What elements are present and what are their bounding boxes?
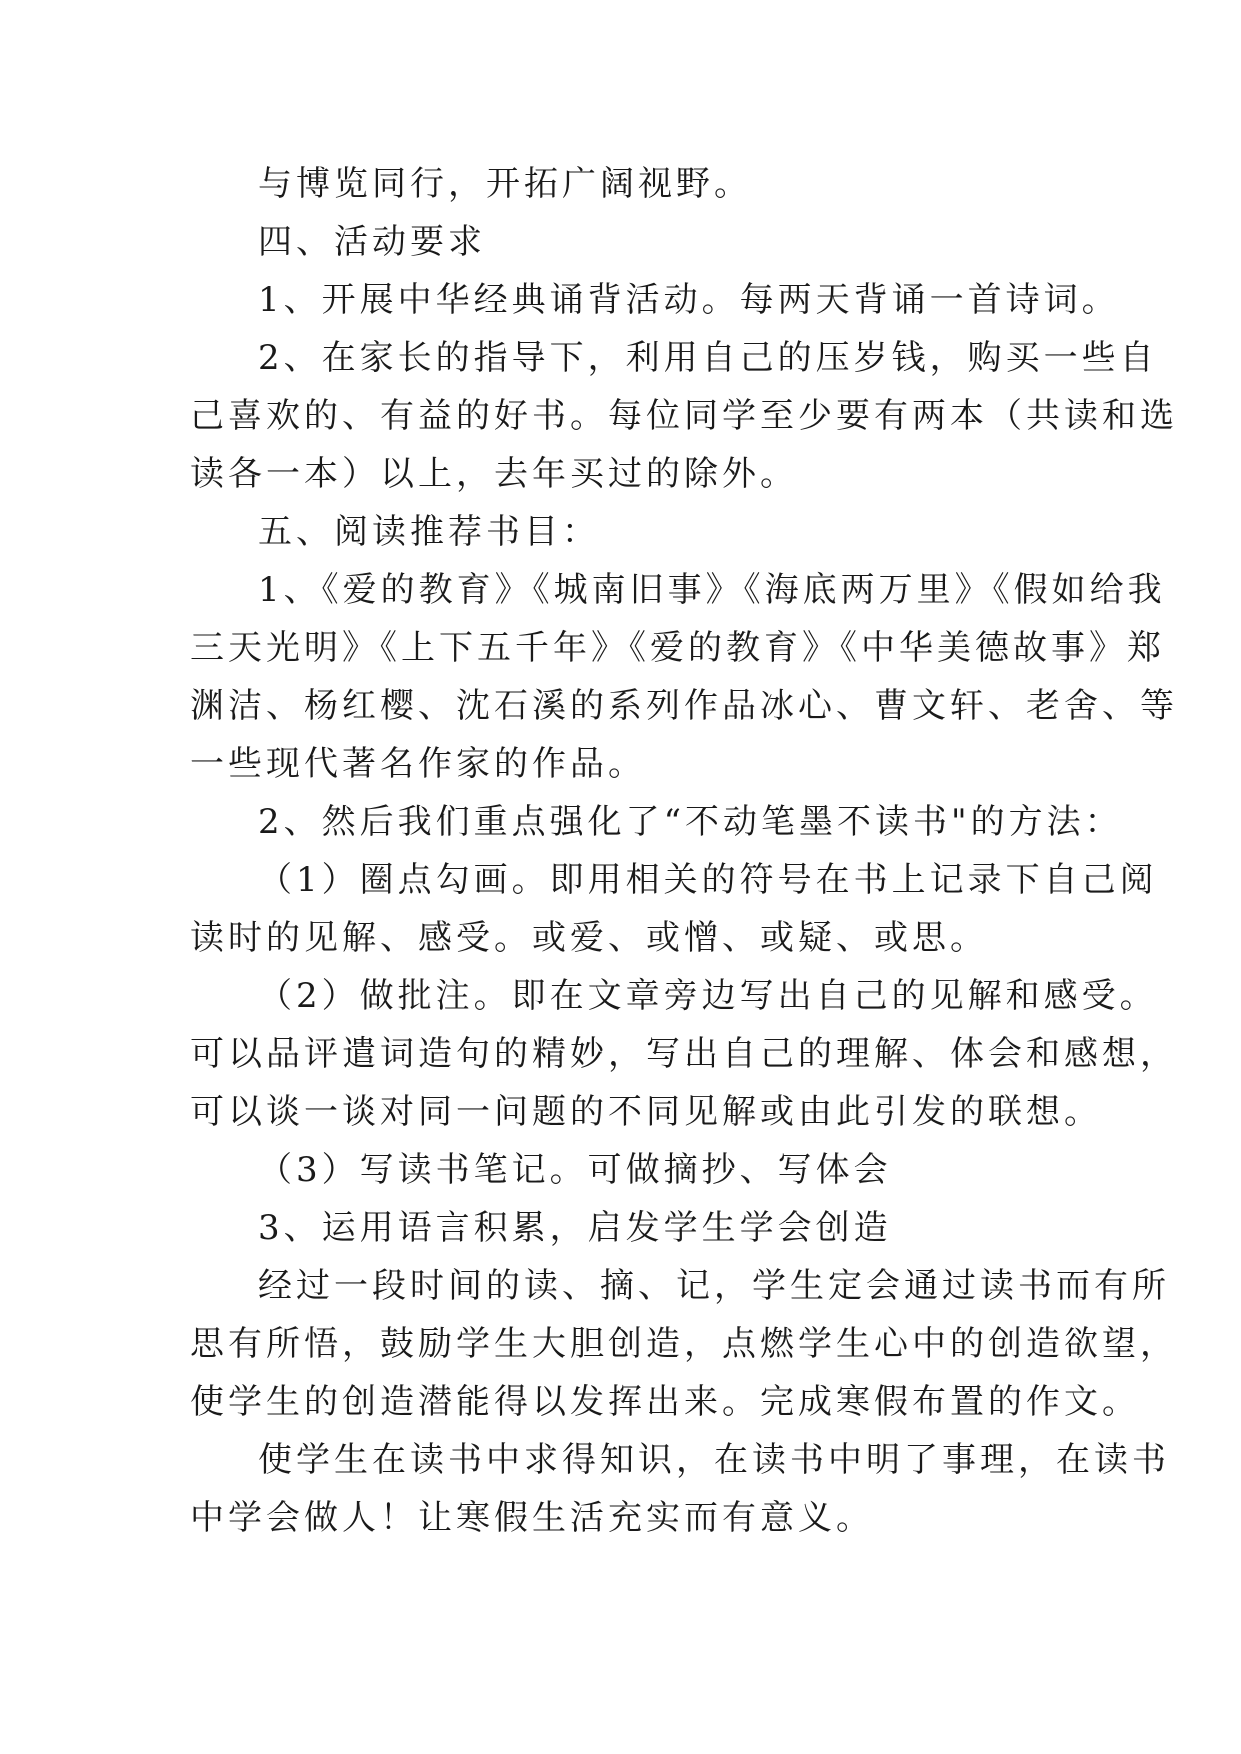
text-line-19: 3、运用语言积累，启发学生学会创造 bbox=[258, 1208, 892, 1248]
text-line-10: 渊洁、杨红樱、沈石溪的系列作品冰心、曹文轩、老舍、等 bbox=[190, 686, 1178, 726]
text-line-23: 使学生在读书中求得知识，在读书中明了事理，在读书 bbox=[258, 1440, 1170, 1480]
document-body bbox=[190, 155, 1178, 1547]
text-line-22: 使学生的创造潜能得以发挥出来。完成寒假布置的作文。 bbox=[190, 1382, 1140, 1422]
section-heading-book-list: 五、阅读推荐书目： bbox=[258, 512, 600, 552]
text-line-13: （1）圈点勾画。即用相关的符号在书上记录下自己阅 bbox=[258, 860, 1158, 900]
text-line-11: 一些现代著名作家的作品。 bbox=[190, 744, 646, 784]
section-heading-requirements: 四、活动要求 bbox=[258, 222, 486, 262]
text-line-16: 可以品评遣词造句的精妙，写出自己的理解、体会和感想， bbox=[190, 1034, 1178, 1074]
text-line-24: 中学会做人！让寒假生活充实而有意义。 bbox=[190, 1498, 874, 1538]
text-line-4: 2、在家长的指导下，利用自己的压岁钱，购买一些自 bbox=[258, 338, 1158, 378]
text-line-1: 与博览同行，开拓广阔视野。 bbox=[258, 164, 752, 204]
text-line-9: 三天光明》《上下五千年》《爱的教育》《中华美德故事》郑 bbox=[190, 628, 1165, 668]
text-line-21: 思有所悟，鼓励学生大胆创造，点燃学生心中的创造欲望， bbox=[190, 1324, 1178, 1364]
text-line-17: 可以谈一谈对同一问题的不同见解或由此引发的联想。 bbox=[190, 1092, 1102, 1132]
text-line-3: 1、开展中华经典诵背活动。每两天背诵一首诗词。 bbox=[258, 280, 1120, 320]
text-line-8: 1、《爱的教育》《城南旧事》《海底两万里》《假如给我 bbox=[258, 570, 1166, 610]
text-line-20: 经过一段时间的读、摘、记，学生定会通过读书而有所 bbox=[258, 1266, 1170, 1306]
text-line-15: （2）做批注。即在文章旁边写出自己的见解和感受。 bbox=[258, 976, 1158, 1016]
text-line-12: 2、然后我们重点强化了“不动笔墨不读书"的方法： bbox=[258, 802, 1123, 842]
text-line-5: 己喜欢的、有益的好书。每位同学至少要有两本（共读和选 bbox=[190, 396, 1178, 436]
text-line-18: （3）写读书笔记。可做摘抄、写体会 bbox=[258, 1150, 892, 1190]
text-line-6: 读各一本）以上，去年买过的除外。 bbox=[190, 454, 798, 494]
text-line-14: 读时的见解、感受。或爱、或憎、或疑、或思。 bbox=[190, 918, 988, 958]
